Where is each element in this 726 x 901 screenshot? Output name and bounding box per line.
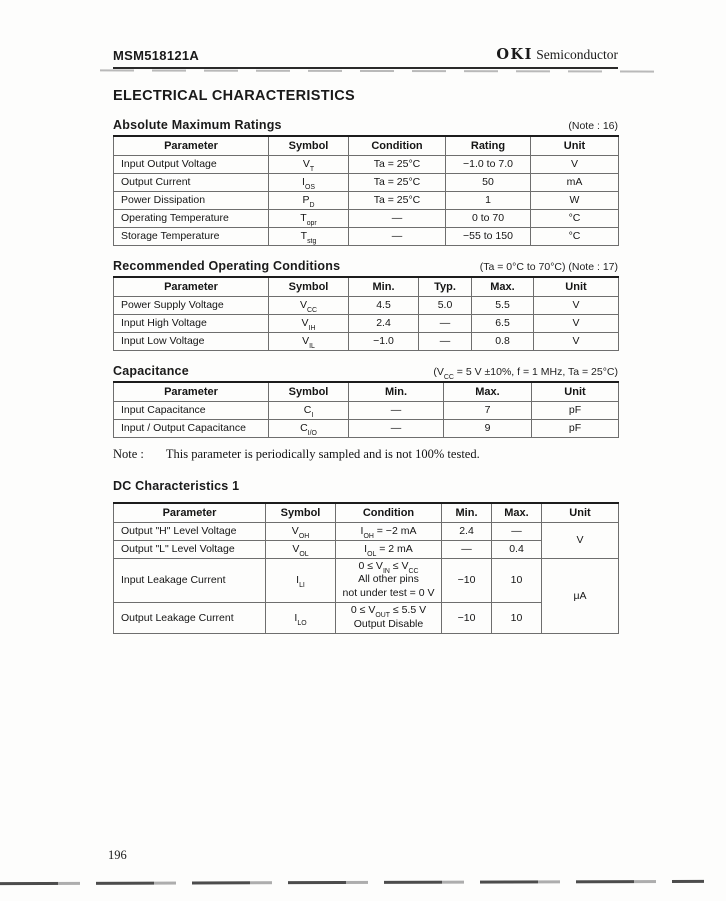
param-cell: Operating Temperature (114, 209, 269, 227)
cond-line: Output Disable (353, 617, 424, 630)
symbol-cell (269, 401, 349, 419)
symbol-sub: D (309, 202, 315, 210)
symbol-cell (266, 558, 336, 603)
table-row (114, 419, 619, 437)
min-cell: — (442, 540, 492, 558)
unit-cell: °C (531, 209, 619, 227)
symbol-cell (269, 173, 349, 191)
col-header: Max. (444, 382, 532, 401)
col-header: Typ. (419, 277, 472, 296)
section-title-row (113, 259, 618, 273)
symbol-base: I (302, 176, 305, 188)
unit-cell: W (531, 191, 619, 209)
col-header: Symbol (266, 503, 336, 522)
max-cell: 9 (444, 419, 532, 437)
table-row (114, 558, 619, 603)
min-cell: −1.0 (349, 332, 419, 350)
sampled-note (113, 447, 618, 462)
condition-cell: Ta = 25°C (349, 191, 446, 209)
cond-part: ≤ V (389, 559, 409, 572)
param-cell: Power Supply Voltage (114, 296, 269, 314)
max-cell: — (492, 522, 542, 540)
cond-sub: IN (382, 567, 390, 575)
condition-cell: — (349, 209, 446, 227)
table-header-row (114, 277, 619, 296)
table-row (114, 227, 619, 245)
unit-cell: mA (531, 173, 619, 191)
symbol-cell (269, 155, 349, 173)
typ-cell: — (419, 332, 472, 350)
table-row (114, 191, 619, 209)
condition-cell: Ta = 25°C (349, 155, 446, 173)
symbol-base: I (296, 574, 300, 587)
note-part: = 5 V ±10%, f = 1 MHz, Ta = 25°C) (453, 366, 618, 378)
col-header: Symbol (269, 382, 349, 401)
unit-cell: °C (531, 227, 619, 245)
col-header: Min. (349, 382, 444, 401)
max-cell: 0.4 (492, 540, 542, 558)
max-cell: 10 (492, 603, 542, 634)
col-header: Rating (446, 136, 531, 155)
param-cell: Input / Output Capacitance (114, 419, 269, 437)
note-sub: CC (443, 374, 454, 382)
col-header: Parameter (114, 382, 269, 401)
symbol-base: I (294, 611, 298, 624)
section-title: Recommended Operating Conditions (113, 259, 341, 273)
symbol-cell (269, 332, 349, 350)
rating-cell: −1.0 to 7.0 (446, 155, 531, 173)
symbol-cell (266, 540, 336, 558)
col-header: Parameter (114, 136, 269, 155)
cond-part: 0 ≤ V (358, 559, 383, 572)
condition-cell (336, 603, 442, 634)
min-cell: −10 (442, 603, 492, 634)
symbol-cell (269, 296, 349, 314)
col-header: Unit (531, 136, 619, 155)
oki-logo: OKI (496, 46, 533, 63)
symbol-base: V (291, 525, 299, 537)
condition-cell: Ta = 25°C (349, 173, 446, 191)
section-title-row (113, 364, 618, 382)
symbol-sub: stg (307, 238, 317, 246)
param-cell: Output "L" Level Voltage (114, 540, 266, 558)
symbol-base: C (300, 422, 308, 434)
min-cell: 2.4 (349, 314, 419, 332)
col-header: Unit (534, 277, 619, 296)
rec-op-table (113, 276, 619, 351)
table-row (114, 522, 619, 540)
brand-suffix: Semiconductor (532, 47, 618, 62)
col-header: Max. (492, 503, 542, 522)
table-header-row (114, 382, 619, 401)
symbol-sub: CC (307, 307, 317, 315)
col-header: Max. (472, 277, 534, 296)
unit-cell: μA (542, 558, 619, 633)
symbol-cell (269, 209, 349, 227)
symbol-sub: LI (299, 582, 305, 590)
col-header: Unit (532, 382, 619, 401)
symbol-base: T (300, 212, 307, 224)
rating-cell: 0 to 70 (446, 209, 531, 227)
symbol-base: V (302, 335, 310, 347)
cond-part: 0 ≤ V (350, 604, 376, 617)
cond-sub: OL (367, 551, 377, 559)
unit-cell: pF (532, 419, 619, 437)
param-cell: Power Dissipation (114, 191, 269, 209)
cond-line (338, 560, 439, 574)
min-cell: 2.4 (442, 522, 492, 540)
unit-cell: V (531, 155, 619, 173)
symbol-base: V (292, 543, 300, 555)
cond-part: ≤ 5.5 V (389, 604, 427, 617)
table-row (114, 155, 619, 173)
symbol-cell (266, 603, 336, 634)
param-cell: Input Output Voltage (114, 155, 269, 173)
cond-sub: OH (363, 533, 374, 541)
symbol-sub: I (311, 412, 314, 420)
page-number: 196 (108, 848, 127, 862)
section-note: (Note : 16) (568, 120, 618, 132)
max-cell: 0.8 (472, 332, 534, 350)
section-recommended-operating-conditions (113, 259, 618, 351)
section-title: DC Characteristics 1 (113, 479, 240, 493)
col-header: Parameter (114, 277, 269, 296)
symbol-base: V (301, 317, 309, 329)
section-title-row (113, 479, 618, 493)
bottom-rule (0, 880, 704, 885)
col-header: Symbol (269, 277, 349, 296)
condition-cell (336, 540, 442, 558)
symbol-sub: LO (297, 620, 307, 628)
condition-cell: — (349, 227, 446, 245)
section-title: Absolute Maximum Ratings (113, 118, 282, 132)
param-cell: Input High Voltage (114, 314, 269, 332)
table-row (114, 296, 619, 314)
symbol-cell (269, 191, 349, 209)
col-header: Condition (336, 503, 442, 522)
param-cell: Input Capacitance (114, 401, 269, 419)
cond-line (338, 604, 439, 618)
symbol-sub: OH (298, 533, 310, 541)
capacitance-table (113, 381, 619, 438)
cond-sub: CC (408, 567, 419, 575)
table-row (114, 401, 619, 419)
symbol-base: T (300, 230, 308, 242)
typ-cell: — (419, 314, 472, 332)
section-dc-characteristics (113, 479, 618, 634)
symbol-sub: I/O (307, 430, 317, 438)
page-title: ELECTRICAL CHARACTERISTICS (113, 88, 355, 104)
max-cell: 5.5 (472, 296, 534, 314)
abs-max-table (113, 135, 619, 246)
col-header: Min. (349, 277, 419, 296)
table-header-row (114, 136, 619, 155)
symbol-cell (266, 522, 336, 540)
symbol-cell (269, 314, 349, 332)
dc-characteristics-table (113, 502, 619, 634)
symbol-sub: IL (309, 343, 315, 351)
unit-cell: V (534, 296, 619, 314)
section-absolute-maximum-ratings (113, 118, 618, 246)
table-row (114, 209, 619, 227)
col-header: Condition (349, 136, 446, 155)
unit-cell: V (542, 522, 619, 558)
max-cell: 10 (492, 558, 542, 603)
section-capacitance (113, 364, 618, 438)
cond-part: I (364, 543, 368, 555)
cond-sub: OUT (375, 612, 390, 620)
section-title-row (113, 118, 618, 132)
cond-part: = −2 mA (373, 525, 417, 537)
param-cell: Input Leakage Current (114, 558, 266, 603)
header-rule-shadow (100, 69, 660, 72)
condition-cell (336, 522, 442, 540)
cond-line: not under test = 0 V (342, 587, 435, 600)
table-row (114, 314, 619, 332)
rating-cell: 1 (446, 191, 531, 209)
symbol-sub: T (309, 166, 315, 174)
min-cell: — (349, 401, 444, 419)
min-cell: 4.5 (349, 296, 419, 314)
note-label: Note : (113, 447, 144, 461)
symbol-base: C (303, 404, 312, 416)
symbol-base: V (302, 158, 310, 170)
param-cell: Storage Temperature (114, 227, 269, 245)
cond-line: All other pins (358, 573, 419, 586)
note-part: (V (433, 366, 444, 378)
col-header: Symbol (269, 136, 349, 155)
min-cell: — (349, 419, 444, 437)
symbol-base: P (302, 194, 310, 206)
min-cell: −10 (442, 558, 492, 603)
max-cell: 7 (444, 401, 532, 419)
rating-cell: −55 to 150 (446, 227, 531, 245)
condition-cell (336, 558, 442, 603)
symbol-sub: OL (299, 551, 309, 559)
param-cell: Output "H" Level Voltage (114, 522, 266, 540)
section-title: Capacitance (113, 364, 189, 378)
unit-cell: V (534, 332, 619, 350)
note-text: This parameter is periodically sampled and is not 100% tested. (165, 447, 480, 461)
table-row (114, 332, 619, 350)
symbol-cell (269, 227, 349, 245)
symbol-cell (269, 419, 349, 437)
col-header: Unit (542, 503, 619, 522)
param-cell: Input Low Voltage (114, 332, 269, 350)
section-note: (Ta = 0°C to 70°C) (Note : 17) (479, 261, 618, 273)
table-row (114, 173, 619, 191)
col-header: Min. (442, 503, 492, 522)
param-cell: Output Current (114, 173, 269, 191)
symbol-sub: IH (308, 325, 316, 333)
table-header-row (114, 503, 619, 522)
symbol-base: V (299, 299, 307, 311)
max-cell: 6.5 (472, 314, 534, 332)
typ-cell: 5.0 (419, 296, 472, 314)
cond-part: = 2 mA (376, 543, 413, 555)
col-header: Parameter (114, 503, 266, 522)
brand (496, 46, 618, 63)
section-note (433, 366, 618, 382)
cond-part: I (360, 525, 364, 537)
rating-cell: 50 (446, 173, 531, 191)
part-number: MSM518121A (113, 48, 200, 63)
doc-header (113, 46, 618, 69)
unit-cell: V (534, 314, 619, 332)
param-cell: Output Leakage Current (114, 603, 266, 634)
symbol-sub: opr (306, 220, 317, 228)
unit-cell: pF (532, 401, 619, 419)
symbol-sub: OS (304, 184, 315, 192)
